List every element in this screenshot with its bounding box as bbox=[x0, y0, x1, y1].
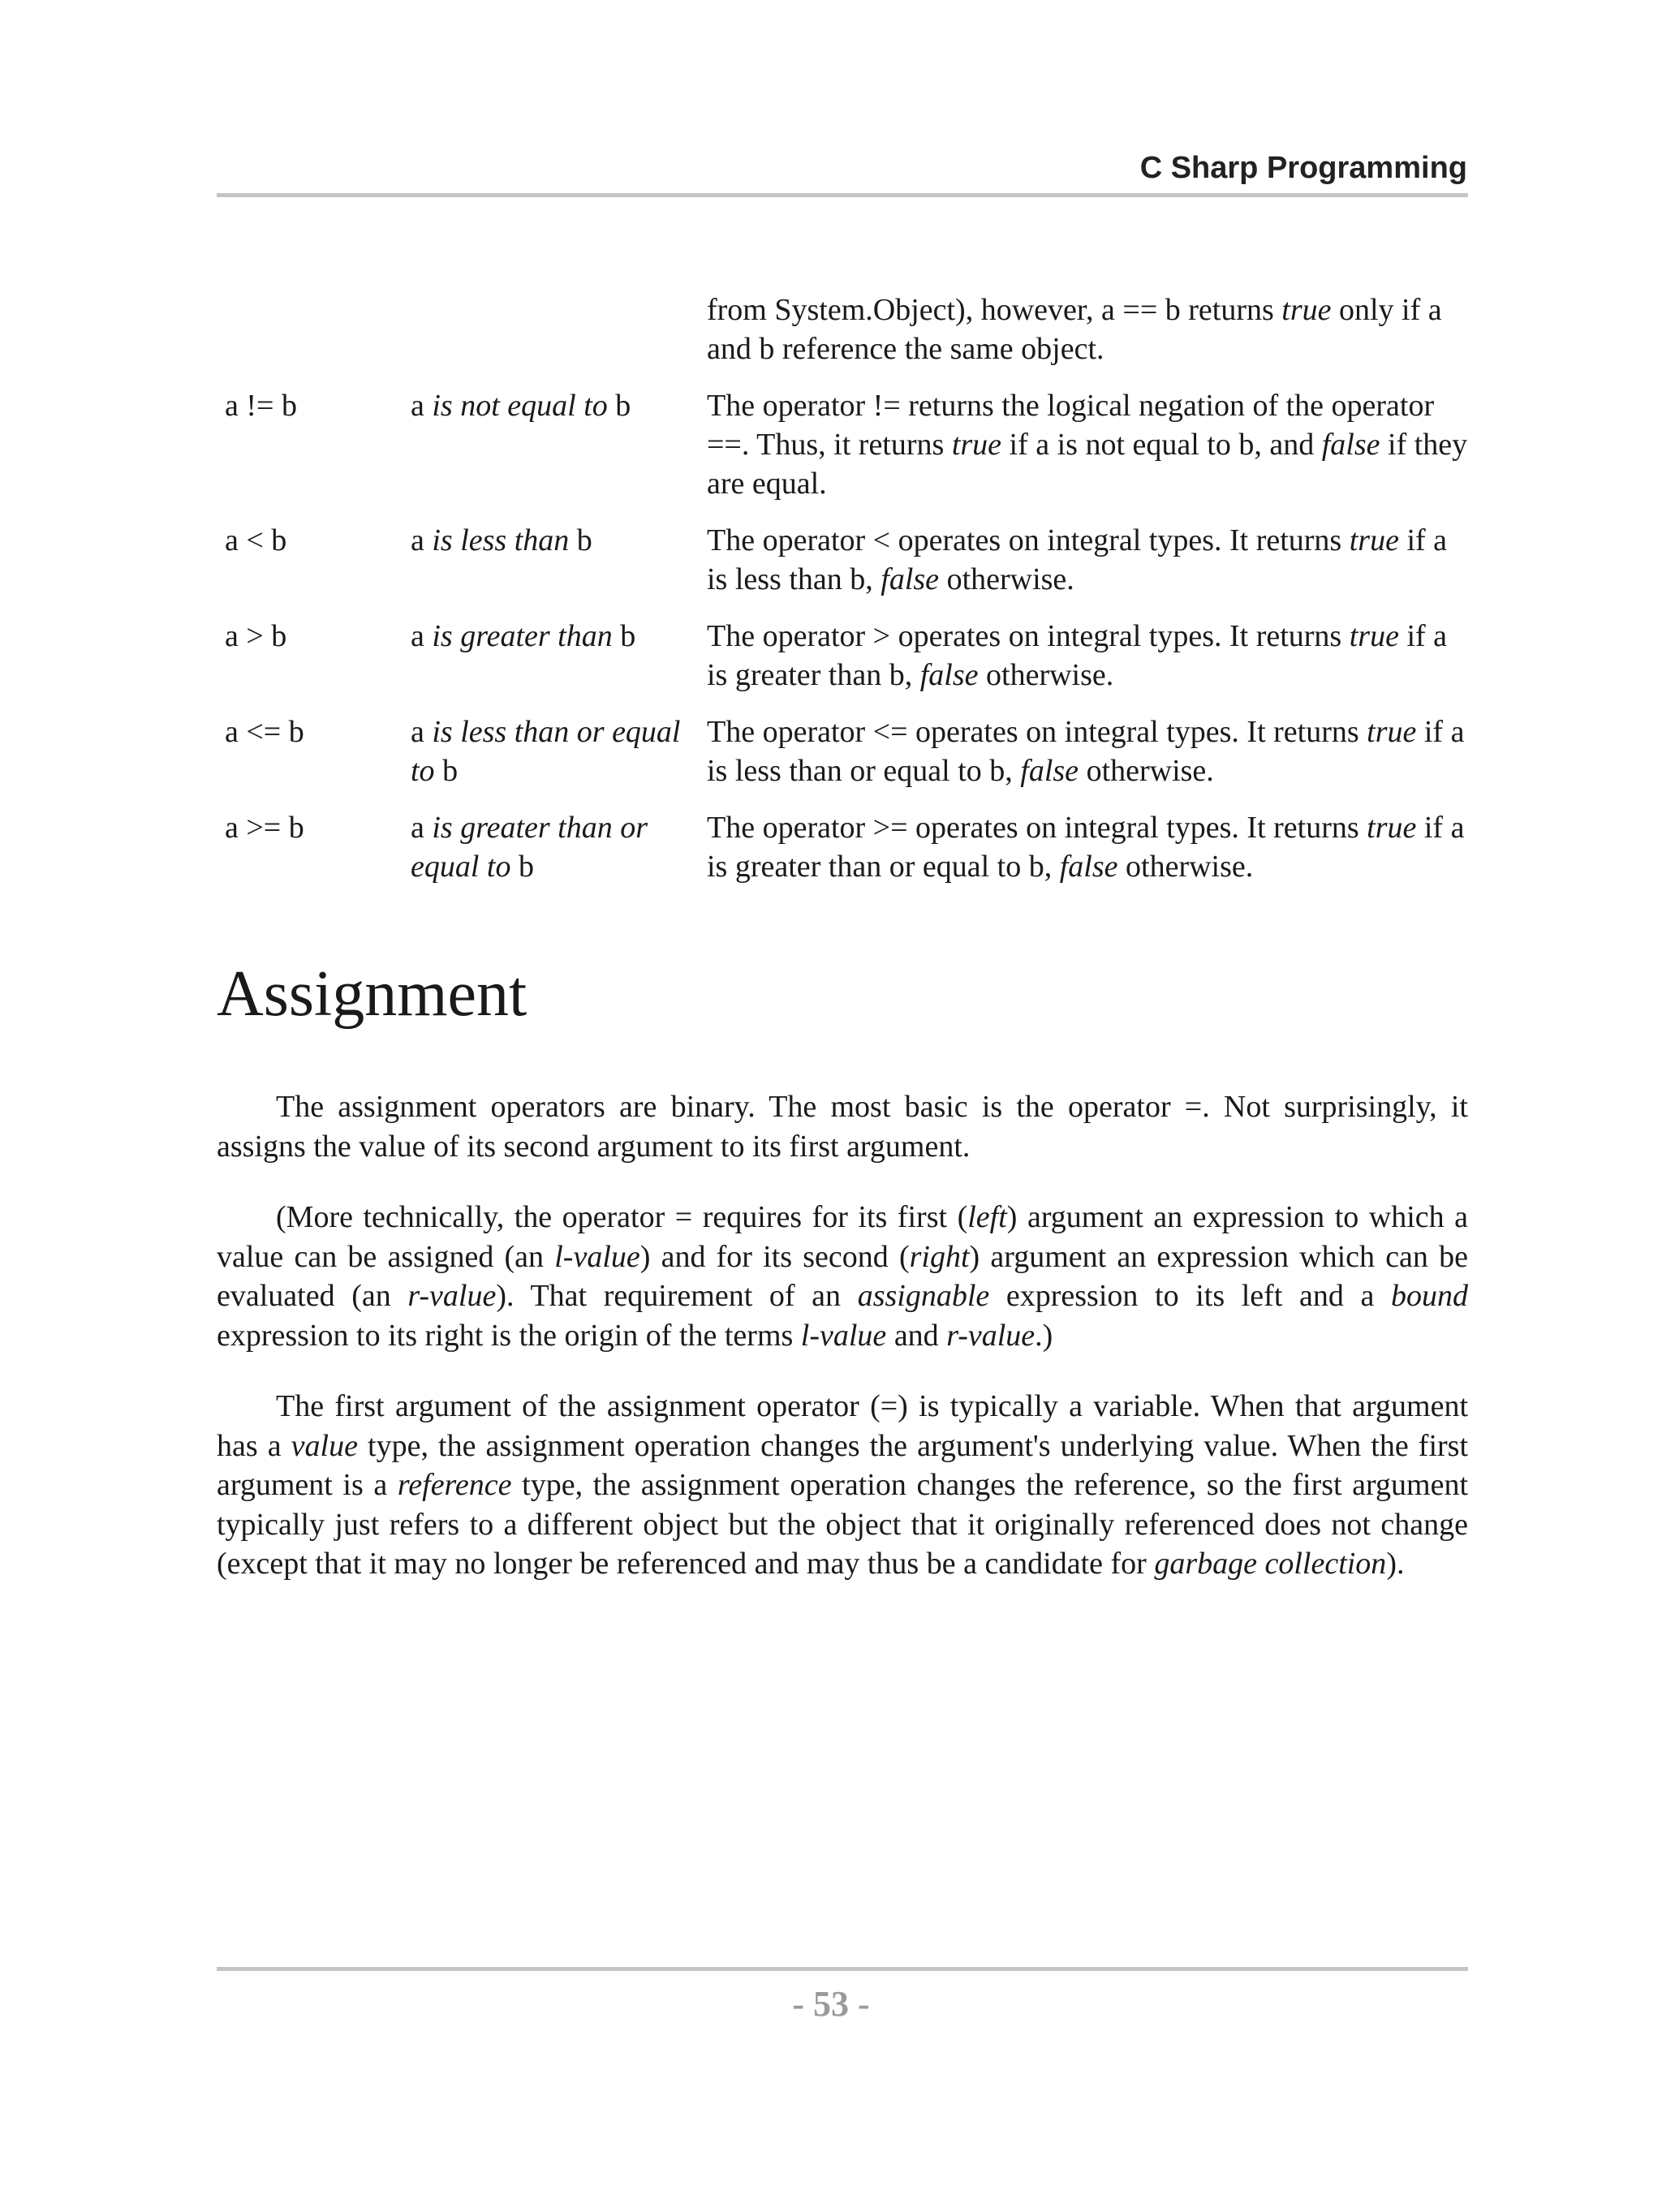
text-run: ). That requirement of an bbox=[496, 1279, 858, 1313]
italic-run: false bbox=[1020, 754, 1079, 788]
italic-run: l-value bbox=[800, 1318, 887, 1353]
italic-run: true bbox=[1367, 811, 1417, 845]
italic-run: is greater than or equal to bbox=[411, 811, 648, 884]
text-run: only if a and b reference the same object. bbox=[707, 293, 1442, 366]
operator-description bbox=[707, 712, 1475, 790]
text-run: b bbox=[510, 850, 534, 884]
operator-row bbox=[225, 808, 1475, 886]
operator-meaning bbox=[411, 521, 707, 599]
operator-meaning bbox=[411, 386, 707, 503]
text-run: a bbox=[411, 619, 433, 653]
text-run: otherwise. bbox=[939, 562, 1074, 596]
operator-expression bbox=[225, 290, 411, 368]
text-run: expression to its right is the origin of the terms bbox=[217, 1318, 801, 1353]
text-run: The operator >= operates on integral types. It returns bbox=[707, 811, 1367, 845]
text-run: ) and for its second ( bbox=[639, 1239, 910, 1274]
text-run: otherwise. bbox=[1117, 850, 1254, 884]
text-run: The operator < operates on integral types. It returns bbox=[707, 523, 1350, 557]
text-run: ). bbox=[1386, 1547, 1405, 1581]
operator-expression: a >= b bbox=[225, 811, 304, 845]
italic-run: bound bbox=[1390, 1279, 1468, 1313]
text-run: .) bbox=[1035, 1318, 1053, 1353]
text-run: The operator > operates on integral types. It returns bbox=[707, 619, 1350, 653]
operator-description bbox=[707, 521, 1475, 599]
italic-run: false bbox=[1321, 428, 1380, 462]
operator-row bbox=[225, 386, 1475, 503]
text-run: and bbox=[886, 1318, 947, 1353]
text-run: a bbox=[411, 715, 433, 749]
operator-row bbox=[225, 712, 1475, 790]
italic-run: right bbox=[909, 1239, 970, 1274]
text-run: a bbox=[411, 811, 433, 845]
text-run: The assignment operators are binary. The most basic is the operator =. Not surprisingly, it assigns the value of its second argument to its first argument. bbox=[217, 1090, 1468, 1164]
italic-run: is less than bbox=[432, 523, 570, 557]
paragraph bbox=[217, 1387, 1468, 1584]
text-run: otherwise. bbox=[1079, 754, 1214, 788]
text-run: if a is less than or equal to b, bbox=[707, 715, 1465, 788]
italic-run: assignable bbox=[857, 1279, 990, 1313]
text-run: a bbox=[411, 389, 433, 423]
text-run: if a is less than b, bbox=[707, 523, 1448, 596]
operator-meaning bbox=[411, 808, 707, 886]
running-header-title: C Sharp Programming bbox=[1139, 151, 1467, 185]
italic-run: garbage collection bbox=[1154, 1547, 1387, 1581]
operator-row bbox=[225, 290, 1475, 368]
text-run: (More technically, the operator = requires for its first ( bbox=[276, 1200, 968, 1234]
operator-row bbox=[225, 521, 1475, 599]
operator-table bbox=[225, 290, 1475, 904]
text-run: if a is not equal to b, and bbox=[1001, 428, 1322, 462]
italic-run: r-value bbox=[946, 1318, 1036, 1353]
italic-run: left bbox=[967, 1200, 1007, 1234]
italic-run: value bbox=[291, 1428, 358, 1463]
italic-run: is greater than bbox=[432, 619, 613, 653]
operator-meaning bbox=[411, 712, 707, 790]
section-body bbox=[217, 1087, 1468, 1616]
paragraph bbox=[217, 1198, 1468, 1355]
text-run: from System.Object), however, a == b returns bbox=[707, 293, 1282, 327]
operator-description bbox=[707, 617, 1475, 695]
italic-run: false bbox=[1059, 850, 1118, 884]
italic-run: true bbox=[1349, 523, 1399, 557]
italic-run: is less than or equal to bbox=[411, 715, 681, 788]
italic-run: reference bbox=[397, 1468, 512, 1502]
operator-expression: a != b bbox=[225, 389, 297, 423]
text-run: otherwise. bbox=[978, 658, 1114, 692]
italic-run: l-value bbox=[554, 1239, 640, 1274]
text-run: The first argument of the assignment operator (=) is typically a variable. When that argument has a bbox=[217, 1389, 1468, 1463]
paragraph bbox=[217, 1087, 1468, 1166]
italic-run: true bbox=[1349, 619, 1399, 653]
text-run: ) argument an expression to which a value can be assigned (an bbox=[217, 1200, 1469, 1274]
text-run: ) argument an expression which can be evaluated (an bbox=[217, 1239, 1468, 1313]
operator-row bbox=[225, 617, 1475, 695]
operator-description bbox=[707, 290, 1475, 368]
operator-description bbox=[707, 386, 1475, 503]
section-heading: Assignment bbox=[217, 958, 527, 1030]
text-run: type, the assignment operation changes the reference, so the first argument typically just refers to a different object but the object that it originally referenced does not change (except that it may no longer be referenced and may thus be a candidate for bbox=[217, 1468, 1468, 1581]
operator-meaning bbox=[411, 290, 707, 368]
text-run: b bbox=[612, 619, 636, 653]
text-run: type, the assignment operation changes the argument's underlying value. When the first argument is a bbox=[217, 1428, 1468, 1502]
italic-run: r-value bbox=[407, 1279, 497, 1313]
operator-expression: a > b bbox=[225, 619, 287, 653]
italic-run: true bbox=[1367, 715, 1417, 749]
italic-run: true bbox=[951, 428, 1002, 462]
text-run: if a is greater than b, bbox=[707, 619, 1448, 692]
page-number: - 53 - bbox=[792, 1984, 870, 2024]
footer-rule bbox=[217, 1967, 1468, 1971]
operator-expression: a <= b bbox=[225, 715, 304, 749]
italic-run: false bbox=[919, 658, 979, 692]
text-run: if they are equal. bbox=[707, 428, 1468, 501]
text-run: The operator != returns the logical negation of the operator ==. Thus, it returns bbox=[707, 389, 1435, 462]
operator-meaning bbox=[411, 617, 707, 695]
text-run: if a is greater than or equal to b, bbox=[707, 811, 1465, 884]
operator-expression: a < b bbox=[225, 523, 287, 557]
text-run: expression to its left and a bbox=[989, 1279, 1391, 1313]
text-run: The operator <= operates on integral types. It returns bbox=[707, 715, 1367, 749]
text-run: a bbox=[411, 523, 433, 557]
italic-run: true bbox=[1281, 293, 1332, 327]
italic-run: is not equal to bbox=[432, 389, 608, 423]
text-run: b bbox=[434, 754, 459, 788]
operator-description bbox=[707, 808, 1475, 886]
header-rule bbox=[217, 193, 1468, 197]
text-run: b bbox=[569, 523, 592, 557]
text-run: b bbox=[607, 389, 631, 423]
italic-run: false bbox=[881, 562, 940, 596]
